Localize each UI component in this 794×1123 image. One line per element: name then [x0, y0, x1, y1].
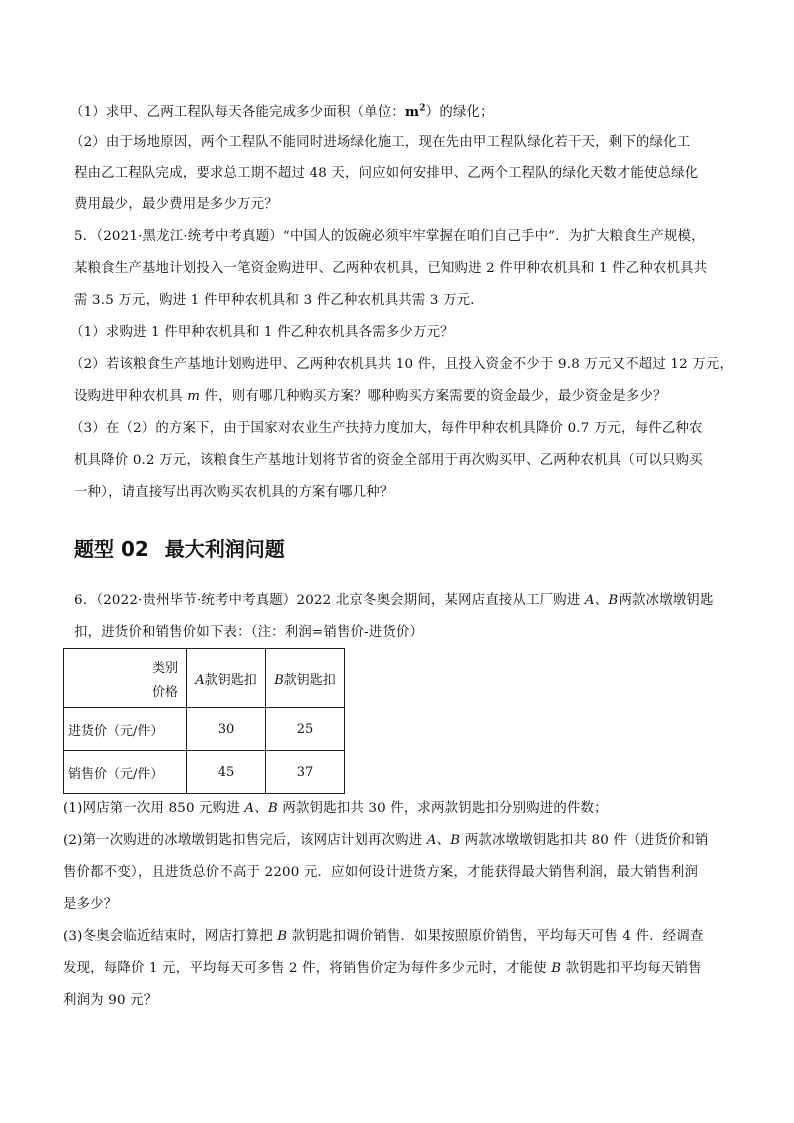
cell-a: 45: [187, 751, 266, 794]
q4-sub2-line3: 费用最少，最少费用是多少万元？: [74, 197, 278, 212]
q5-sub2-line2: 设购进甲种农机具 m 件，则有哪几种购买方案？哪种购买方案需要的资金最少，最少资金是多少？: [74, 389, 667, 404]
q4-sub2-line1: （2）由于场地原因，两个工程队不能同时进场绿化施工，现在先由甲工程队绿化若干天，剩下的绿化工: [70, 135, 691, 150]
price-table: [63, 648, 345, 794]
q5-sub3-line1: （3）在（2）的方案下，由于国家对农业生产扶持力度加大，每件甲种农机具降价 0.7 万元，每件乙种农: [70, 421, 703, 436]
q5-stem-line1: 5．（2021·黑龙江·统考中考真题）“中国人的饭碗必须牢牢掌握在咱们自己手中”．为扩大粮食生产规模，: [74, 229, 705, 244]
table-header-a: A款钥匙扣: [187, 649, 266, 708]
corner-label-price: 价格: [151, 685, 178, 700]
q5-stem-line2: 某粮食生产基地计划投入一笔资金购进甲、乙两种农机具，已知购进 2 件甲种农机具和 1 件乙种农机具共: [74, 261, 708, 276]
q4-sub1: （1）求甲、乙两工程队每天各能完成多少面积（单位：$m^2$）的绿化；: [70, 103, 494, 120]
q4-sub2-line2: 程由乙工程队完成，要求总工期不超过 48 天，问应如何安排甲、乙两个工程队的绿化天数才能使总绿化: [74, 166, 699, 181]
q6-sub2-line1: (2)第一次购进的冰墩墩钥匙扣售完后，该网店计划再次购进 A、B 两款冰墩墩钥匙扣共 80 件（进货价和销: [63, 833, 709, 848]
q6-sub2-line2: 售价都不变），且进货总价不高于 2200 元．应如何设计进货方案，才能获得最大销售利润，最大销售利润: [63, 865, 699, 880]
q5-sub2-line1: （2）若该粮食生产基地计划购进甲、乙两种农机具共 10 件，且投入资金不少于 9.8 万元又不超过 12 万元，: [70, 357, 734, 372]
variable-m: m: [187, 389, 201, 404]
q6-sub1: (1)网店第一次用 850 元购进 A、B 两款钥匙扣共 30 件，求两款钥匙扣分别购进的件数；: [63, 801, 608, 816]
table-header-b: B款钥匙扣: [266, 649, 345, 708]
row-label: 进货价（元/件）: [64, 708, 187, 751]
section-heading: 题型 02 最大利润问题: [74, 537, 285, 561]
table-row: [64, 751, 345, 794]
q6-sub3-line1: (3)冬奥会临近结束时，网店打算把 B 款钥匙扣调价销售．如果按照原价销售，平均每天可售 4 件．经调查: [63, 929, 704, 944]
cell-a: 30: [187, 708, 266, 751]
q6-stem-line2: 扣，进货价和销售价如下表：（注：利润=销售价-进货价）: [74, 625, 424, 640]
q5-sub3-line2: 机具降价 0.2 万元，该粮食生产基地计划将节省的资金全部用于再次购买甲、乙两种农机具（可以只购买: [74, 453, 703, 468]
q5-stem-line3: 需 3.5 万元，购进 1 件甲种农机具和 3 件乙种农机具共需 3 万元．: [74, 293, 484, 308]
q6-stem-line1: 6．（2022·贵州毕节·统考中考真题）2022 北京冬奥会期间，某网店直接从工厂购进 A、B两款冰墩墩钥匙: [74, 593, 714, 608]
table-row: [64, 708, 345, 751]
table-header-row: [64, 649, 345, 708]
q6-sub3-line3: 利润为 90 元？: [63, 993, 158, 1008]
q5-sub3-line3: 一种），请直接写出再次购买农机具的方案有哪几种？: [74, 485, 394, 500]
q6-sub2-line3: 是多少？: [63, 897, 118, 912]
corner-label-category: 类别: [151, 661, 178, 676]
cell-b: 37: [266, 751, 345, 794]
cell-b: 25: [266, 708, 345, 751]
table-corner-cell: [64, 649, 187, 708]
row-label: 销售价（元/件）: [64, 751, 187, 794]
q6-sub3-line2: 发现，每降价 1 元，平均每天可多售 2 件，将销售价定为每件多少元时，才能使 B 款钥匙扣平均每天销售: [63, 961, 702, 976]
q5-sub1: （1）求购进 1 件甲种农机具和 1 件乙种农机具各需多少万元？: [70, 325, 454, 340]
